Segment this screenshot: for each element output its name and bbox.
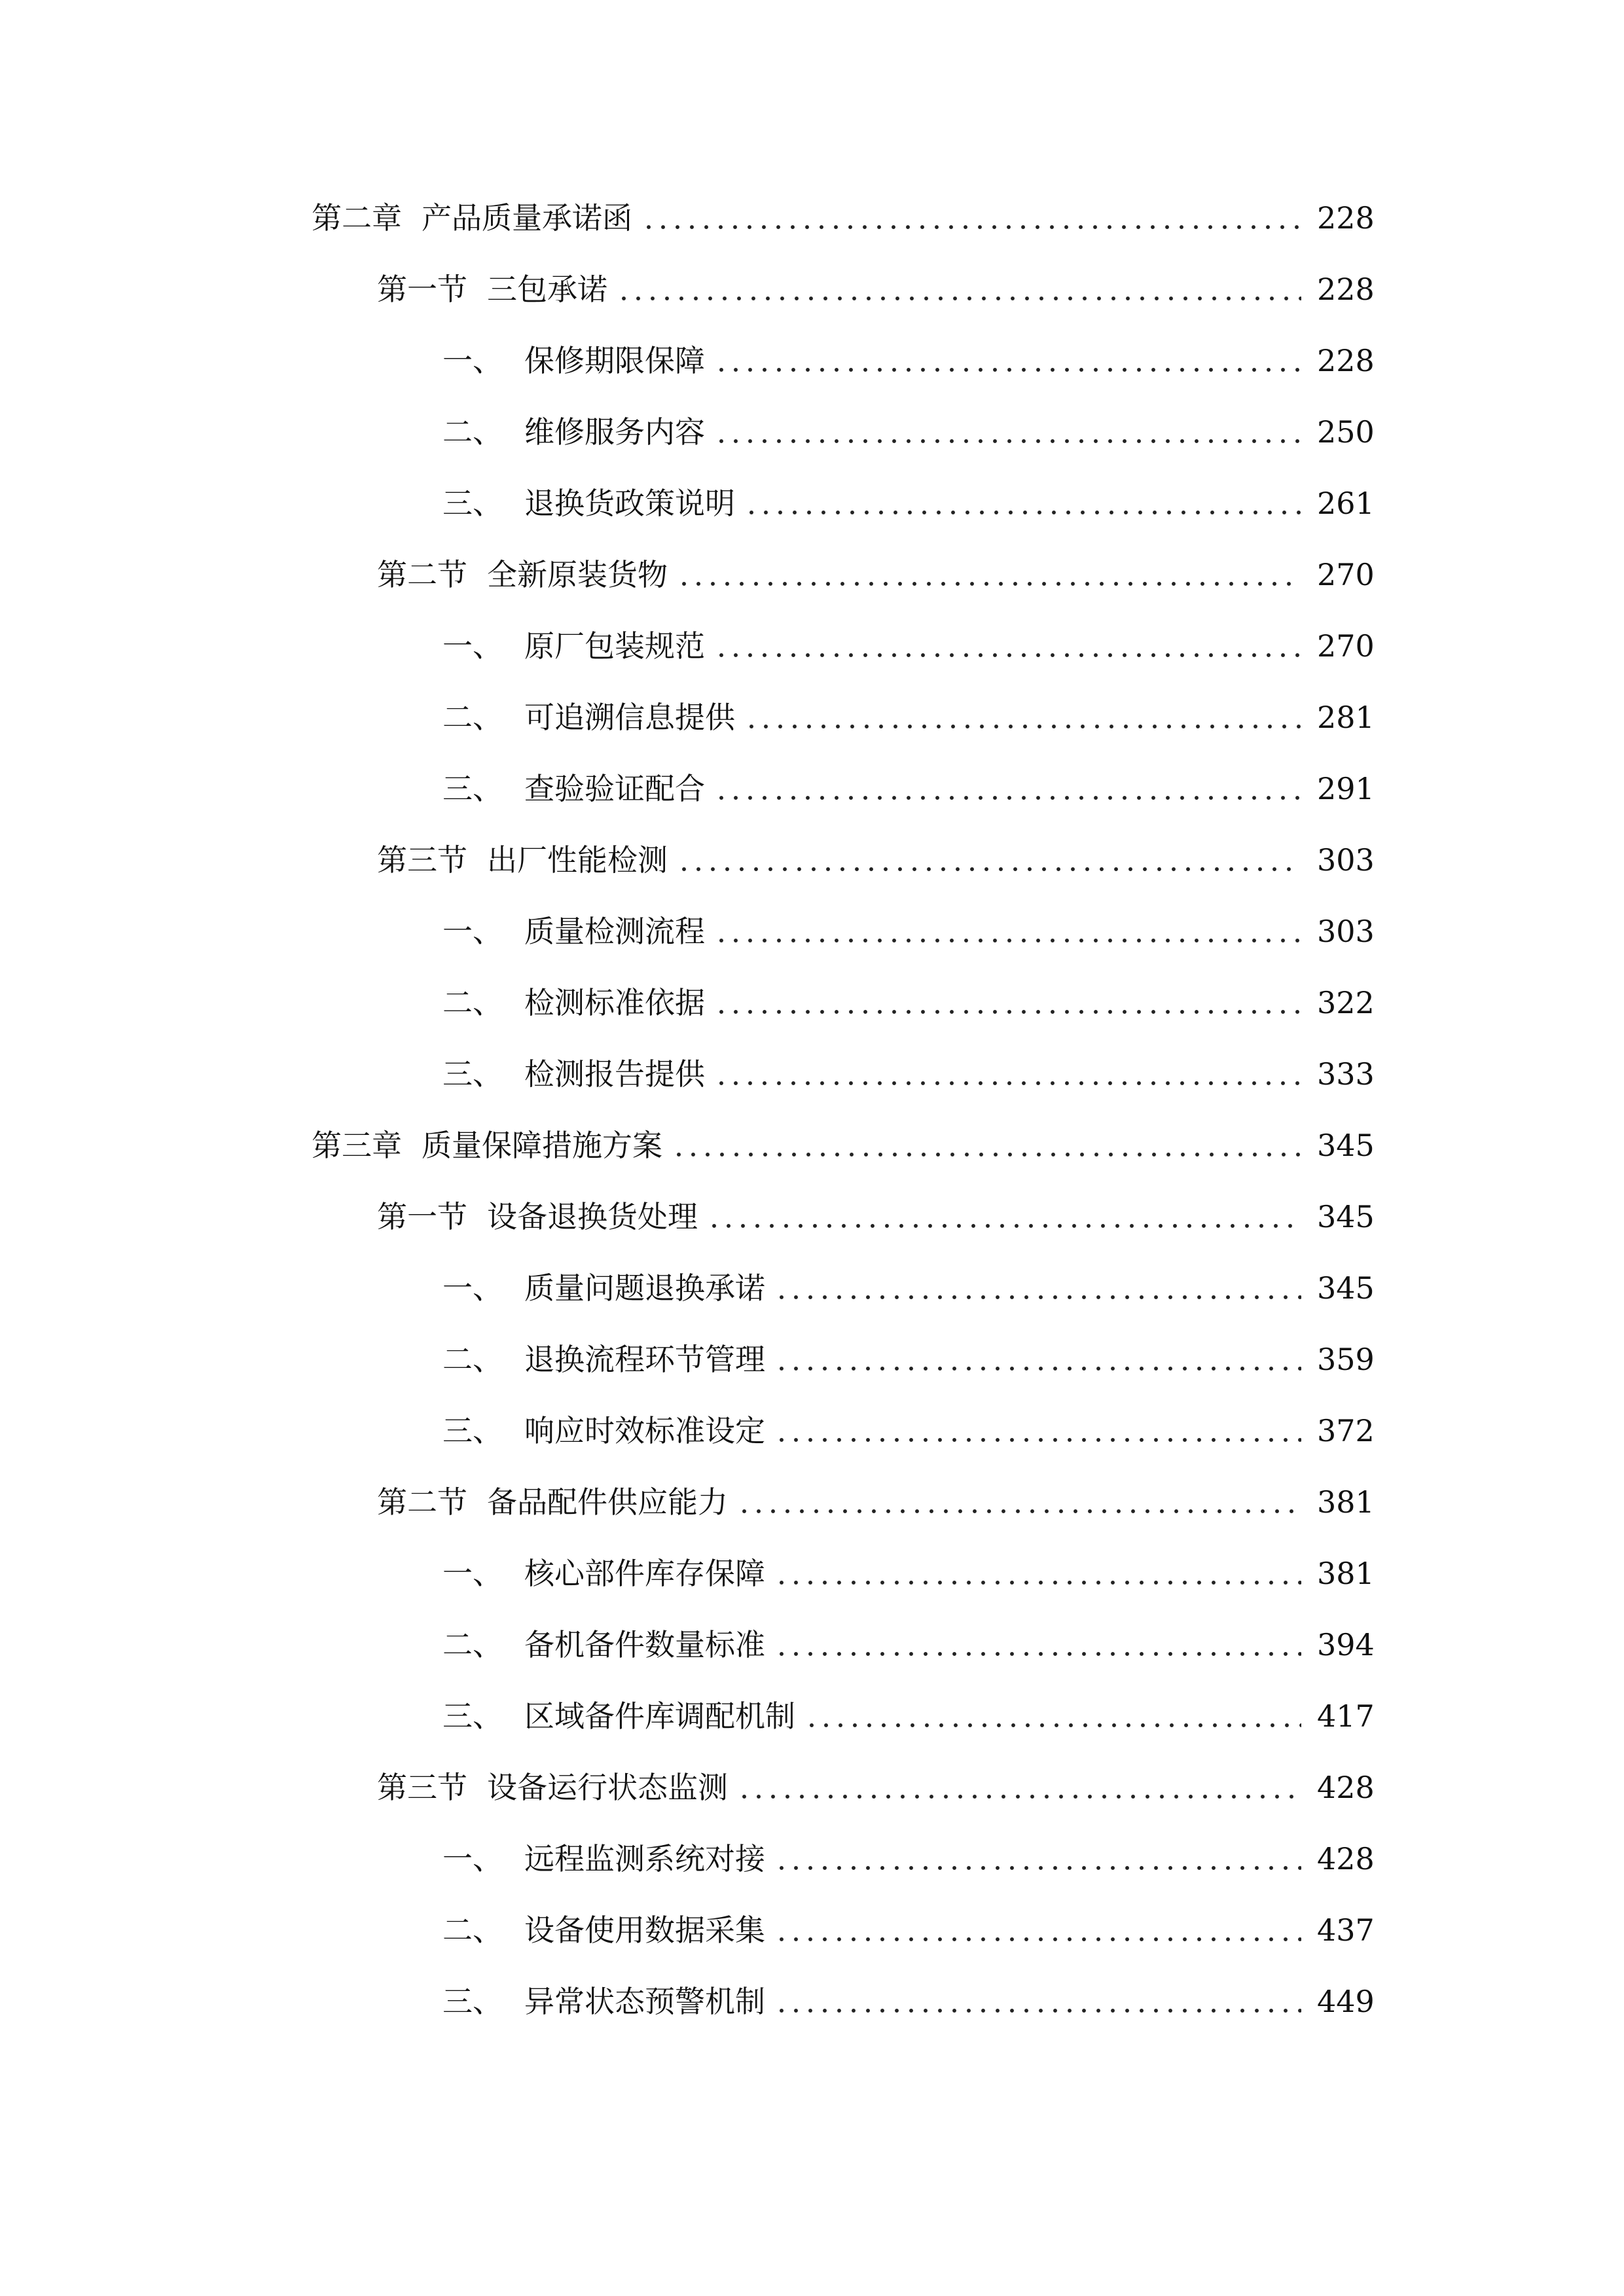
- dot-leader: [677, 865, 1301, 873]
- toc-entry-page: 345: [1317, 1199, 1375, 1234]
- dot-leader: [641, 223, 1301, 231]
- toc-subsection[interactable]: [442, 762, 1373, 815]
- toc-entry-page: 428: [1317, 1770, 1375, 1805]
- toc-entry-number: 第二节: [377, 1484, 467, 1520]
- toc-entry-number: 第一节: [377, 272, 467, 307]
- dot-leader: [774, 1935, 1301, 1943]
- toc-entry-title: 检测标准依据: [524, 985, 705, 1020]
- toc-entry-title: 质量保障措施方案: [422, 1128, 662, 1163]
- toc-entry-title: 质量检测流程: [524, 914, 705, 949]
- toc-entry-title: 查验验证配合: [524, 771, 705, 806]
- toc-entry-page: 281: [1317, 700, 1375, 735]
- toc-entry-number: 一、: [442, 914, 503, 949]
- dot-leader: [707, 1222, 1301, 1230]
- toc-entry-number: 一、: [442, 1556, 503, 1591]
- toc-subsection[interactable]: [442, 905, 1373, 958]
- toc-entry-number: 一、: [442, 628, 503, 664]
- toc-entry-title: 异常状态预警机制: [524, 1984, 765, 2019]
- toc-entry-page: 437: [1317, 1912, 1375, 1948]
- toc-entry-title: 备品配件供应能力: [487, 1484, 728, 1520]
- toc-subsection[interactable]: [442, 1904, 1373, 1956]
- toc-entry-title: 质量问题退换承诺: [524, 1270, 765, 1306]
- toc-subsection[interactable]: [442, 1547, 1373, 1600]
- dot-leader: [774, 1650, 1301, 1658]
- dot-leader: [714, 1008, 1301, 1016]
- toc-entry-number: 三、: [442, 771, 503, 806]
- dot-leader: [737, 1507, 1301, 1515]
- toc-section[interactable]: [377, 1476, 1373, 1528]
- toc-entry-page: 322: [1317, 985, 1375, 1020]
- toc-entry-title: 设备退换货处理: [487, 1199, 698, 1234]
- toc-entry-number: 第三节: [377, 842, 467, 878]
- toc-subsection[interactable]: [442, 1833, 1373, 1885]
- toc-entry-number: 第三节: [377, 1770, 467, 1805]
- toc-subsection[interactable]: [442, 406, 1373, 458]
- toc-entry-number: 二、: [442, 1627, 503, 1662]
- toc-chapter-2[interactable]: [312, 192, 1373, 244]
- toc-entry-number: 二、: [442, 1342, 503, 1377]
- dot-leader: [714, 1079, 1301, 1087]
- toc-entry-number: 第一节: [377, 1199, 467, 1234]
- dot-leader: [677, 580, 1301, 588]
- toc-entry-page: 228: [1317, 272, 1375, 307]
- dot-leader: [714, 366, 1301, 374]
- dot-leader: [804, 1721, 1301, 1729]
- toc-entry-page: 270: [1317, 557, 1375, 592]
- toc-entry-title: 原厂包装规范: [524, 628, 705, 664]
- toc-entry-number: 一、: [442, 1270, 503, 1306]
- toc-entry-title: 三包承诺: [487, 272, 607, 307]
- toc-entry-title: 退换流程环节管理: [524, 1342, 765, 1377]
- dot-leader: [774, 1436, 1301, 1444]
- toc-subsection[interactable]: [442, 477, 1373, 529]
- toc-subsection[interactable]: [442, 1262, 1373, 1314]
- toc-entry-page: 250: [1317, 414, 1375, 450]
- toc-entry-page: 228: [1317, 343, 1375, 378]
- toc-entry-number: 三、: [442, 1698, 503, 1734]
- toc-entry-page: 417: [1317, 1698, 1375, 1734]
- toc-chapter-3[interactable]: [312, 1119, 1373, 1172]
- toc-entry-title: 检测报告提供: [524, 1056, 705, 1092]
- toc-entry-page: 333: [1317, 1056, 1375, 1092]
- toc-entry-title: 维修服务内容: [524, 414, 705, 450]
- toc-entry-number: 三、: [442, 1056, 503, 1092]
- toc-section[interactable]: [377, 834, 1373, 886]
- toc-entry-title: 产品质量承诺函: [422, 200, 632, 236]
- toc-entry-number: 一、: [442, 343, 503, 378]
- toc-subsection[interactable]: [442, 1048, 1373, 1100]
- toc-subsection[interactable]: [442, 977, 1373, 1029]
- toc-subsection[interactable]: [442, 1690, 1373, 1742]
- dot-leader: [774, 1293, 1301, 1301]
- toc-entry-title: 区域备件库调配机制: [524, 1698, 795, 1734]
- toc-entry-page: 449: [1317, 1984, 1375, 2019]
- dot-leader: [744, 509, 1301, 516]
- toc-entry-title: 出厂性能检测: [487, 842, 668, 878]
- toc-entry-number: 一、: [442, 1841, 503, 1876]
- toc-entry-page: 381: [1317, 1556, 1375, 1591]
- toc-entry-title: 备机备件数量标准: [524, 1627, 765, 1662]
- toc-entry-number: 三、: [442, 486, 503, 521]
- dot-leader: [714, 437, 1301, 445]
- toc-section[interactable]: [377, 548, 1373, 601]
- toc-entry-title: 设备运行状态监测: [487, 1770, 728, 1805]
- toc-entry-title: 远程监测系统对接: [524, 1841, 765, 1876]
- toc-subsection[interactable]: [442, 691, 1373, 744]
- toc-entry-number: 二、: [442, 985, 503, 1020]
- toc-entry-page: 381: [1317, 1484, 1375, 1520]
- toc-entry-page: 303: [1317, 914, 1375, 949]
- toc-subsection[interactable]: [442, 620, 1373, 672]
- dot-leader: [744, 723, 1301, 730]
- toc-subsection[interactable]: [442, 1619, 1373, 1671]
- toc-entry-page: 345: [1317, 1128, 1375, 1163]
- toc-entry-page: 372: [1317, 1413, 1375, 1448]
- dot-leader: [714, 937, 1301, 944]
- toc-entry-title: 响应时效标准设定: [524, 1413, 765, 1448]
- toc-entry-page: 270: [1317, 628, 1375, 664]
- toc-entry-page: 359: [1317, 1342, 1375, 1377]
- toc-section[interactable]: [377, 263, 1373, 315]
- toc-entry-page: 303: [1317, 842, 1375, 878]
- toc-entry-title: 可追溯信息提供: [524, 700, 735, 735]
- toc-entry-page: 345: [1317, 1270, 1375, 1306]
- toc-entry-number: 三、: [442, 1984, 503, 2019]
- toc-entry-page: 261: [1317, 486, 1375, 521]
- toc-entry-page: 228: [1317, 200, 1375, 236]
- dot-leader: [737, 1793, 1301, 1801]
- toc-subsection[interactable]: [442, 1405, 1373, 1457]
- toc-section[interactable]: [377, 1761, 1373, 1814]
- toc-entry-number: 第二节: [377, 557, 467, 592]
- dot-leader: [774, 1864, 1301, 1872]
- dot-leader: [774, 1579, 1301, 1587]
- toc-entry-page: 428: [1317, 1841, 1375, 1876]
- dot-leader: [714, 651, 1301, 659]
- toc-entry-number: 第三章: [312, 1128, 402, 1163]
- toc-entry-title: 核心部件库存保障: [524, 1556, 765, 1591]
- toc-entry-number: 三、: [442, 1413, 503, 1448]
- toc-entry-title: 设备使用数据采集: [524, 1912, 765, 1948]
- toc-entry-title: 退换货政策说明: [524, 486, 735, 521]
- toc-entry-page: 394: [1317, 1627, 1375, 1662]
- dot-leader: [774, 1365, 1301, 1372]
- toc-entry-title: 保修期限保障: [524, 343, 705, 378]
- toc-entry-number: 第二章: [312, 200, 402, 236]
- dot-leader: [714, 794, 1301, 802]
- toc-entry-title: 全新原装货物: [487, 557, 668, 592]
- toc-entry-page: 291: [1317, 771, 1375, 806]
- toc-subsection[interactable]: [442, 334, 1373, 387]
- dot-leader: [774, 2007, 1301, 2015]
- toc-subsection[interactable]: [442, 1975, 1373, 2028]
- dot-leader: [617, 295, 1301, 302]
- toc-subsection[interactable]: [442, 1333, 1373, 1386]
- toc-entry-number: 二、: [442, 414, 503, 450]
- toc-section[interactable]: [377, 1191, 1373, 1243]
- toc-entry-number: 二、: [442, 700, 503, 735]
- dot-leader: [672, 1151, 1301, 1158]
- toc-entry-number: 二、: [442, 1912, 503, 1948]
